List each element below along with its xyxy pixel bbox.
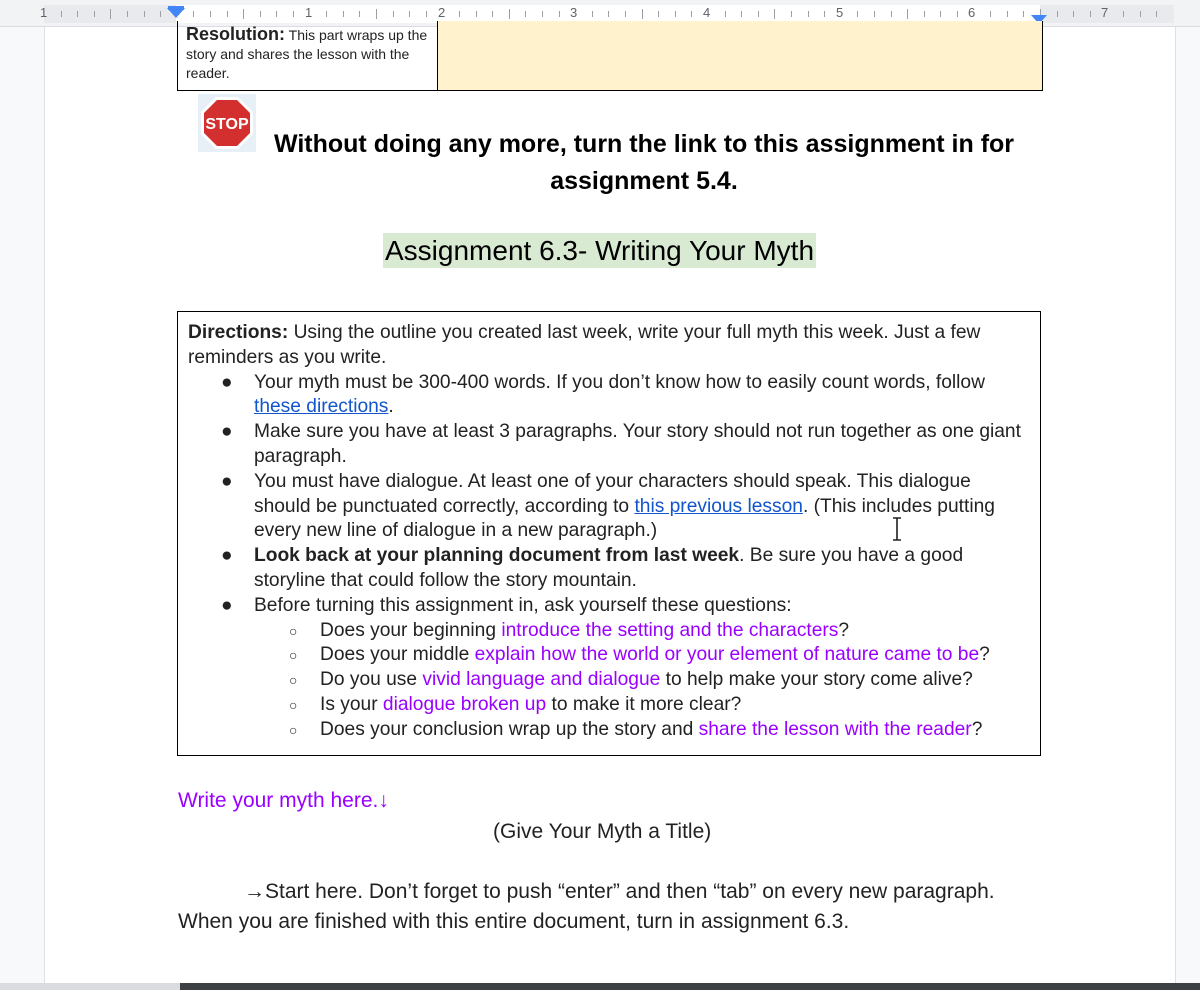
ruler-tick bbox=[459, 11, 460, 17]
question-post: ? bbox=[979, 644, 990, 666]
stop-instruction-line2: assignment 5.4. bbox=[550, 167, 738, 195]
resolution-cell[interactable] bbox=[178, 21, 438, 90]
ruler-tick bbox=[1140, 11, 1141, 17]
ruler-tick bbox=[758, 11, 759, 17]
bottom-taskbar-edge bbox=[0, 983, 1200, 990]
ruler-tick bbox=[1023, 11, 1024, 17]
question-pre: Does your middle bbox=[320, 644, 475, 666]
ruler-tick bbox=[393, 11, 394, 17]
stop-instruction-line1: Without doing any more, turn the link to this assignment in for bbox=[273, 130, 1015, 158]
ruler-tick bbox=[343, 11, 344, 17]
myth-title-placeholder[interactable]: (Give Your Myth a Title) bbox=[493, 820, 712, 843]
bullet-icon: ● bbox=[221, 594, 233, 616]
ruler-tick bbox=[359, 11, 360, 17]
question-item bbox=[188, 718, 1030, 743]
question-pre: Does your beginning bbox=[320, 619, 502, 641]
question-highlight: explain how the world or your element of nature came to be bbox=[474, 644, 980, 666]
ruler-tick bbox=[210, 11, 211, 17]
write-myth-prompt: Write your myth here.↓ bbox=[178, 789, 389, 812]
question-post: to make it more clear? bbox=[546, 693, 742, 715]
ruler-number: 1 bbox=[40, 5, 48, 20]
ruler-tick bbox=[1156, 11, 1157, 17]
ruler-tick bbox=[791, 11, 792, 17]
ruler-tick bbox=[907, 9, 908, 19]
ruler-tick bbox=[940, 11, 941, 17]
circle-bullet-icon: ○ bbox=[289, 647, 298, 664]
myth-body-placeholder[interactable] bbox=[178, 877, 1048, 937]
ruler-tick bbox=[127, 11, 128, 17]
directions-box[interactable] bbox=[177, 311, 1041, 756]
left-indent-marker[interactable] bbox=[167, 8, 185, 18]
ruler-tick bbox=[1123, 11, 1124, 17]
question-highlight: introduce the setting and the characters bbox=[501, 619, 839, 641]
ruler-tick bbox=[409, 11, 410, 17]
ruler-tick bbox=[625, 11, 626, 17]
ruler-tick bbox=[725, 11, 726, 17]
circle-bullet-icon: ○ bbox=[289, 696, 298, 713]
ruler-tick bbox=[642, 9, 643, 19]
ruler-tick bbox=[110, 9, 111, 19]
start-here-line2: When you are finished with this entire document, turn in assignment 6.3. bbox=[178, 910, 850, 933]
question-highlight: vivid language and dialogue bbox=[422, 669, 661, 691]
start-here-line1: →Start here. Don’t forget to push “enter” and then “tab” on every new paragraph. bbox=[244, 880, 995, 903]
bullet-icon: ● bbox=[221, 470, 233, 492]
ruler-tick bbox=[227, 11, 228, 17]
ruler-number: 4 bbox=[703, 5, 711, 20]
circle-bullet-icon: ○ bbox=[289, 672, 298, 689]
ruler-tick bbox=[957, 11, 958, 17]
question-item bbox=[188, 619, 1030, 644]
ruler-tick bbox=[1057, 11, 1058, 17]
list-item bbox=[188, 420, 1030, 470]
directions-label: Directions: bbox=[188, 322, 289, 343]
directions-intro bbox=[188, 321, 1030, 371]
ruler-tick bbox=[741, 11, 742, 17]
ruler-tick bbox=[243, 9, 244, 19]
ruler-tick bbox=[193, 11, 194, 17]
question-highlight: share the lesson with the reader bbox=[698, 718, 972, 740]
ruler-tick bbox=[608, 11, 609, 17]
ruler-tick bbox=[525, 11, 526, 17]
ruler-tick bbox=[658, 11, 659, 17]
bullet-text-end: . bbox=[388, 396, 394, 418]
ruler-number: 3 bbox=[570, 5, 578, 20]
ruler-number: 7 bbox=[1101, 5, 1109, 20]
circle-bullet-icon: ○ bbox=[289, 622, 298, 639]
question-item bbox=[188, 693, 1030, 718]
ruler-tick bbox=[824, 11, 825, 17]
ruler-tick bbox=[426, 11, 427, 17]
list-item bbox=[188, 594, 1030, 619]
question-post: ? bbox=[971, 718, 983, 740]
ruler-tick bbox=[559, 11, 560, 17]
circle-bullet-icon: ○ bbox=[289, 721, 298, 738]
bullet-icon: ● bbox=[221, 545, 233, 567]
question-item bbox=[188, 643, 1030, 668]
taskbar-dark-region bbox=[180, 983, 1200, 990]
list-item bbox=[188, 371, 1030, 421]
text-cursor-icon bbox=[890, 517, 904, 541]
ruler-tick bbox=[326, 11, 327, 17]
resolution-description: This part wraps up the story and shares the lesson with the reader. bbox=[186, 27, 428, 81]
bullet-icon: ● bbox=[221, 371, 233, 393]
ruler-tick bbox=[61, 11, 62, 17]
bullet-text: Your myth must be 300-400 words. If you don’t know how to easily count words, follow bbox=[254, 371, 985, 393]
ruler-tick bbox=[857, 11, 858, 17]
bullet-text: Before turning this assignment in, ask yourself these questions: bbox=[254, 594, 792, 616]
resolution-label: Resolution: bbox=[186, 24, 285, 44]
bullet-text: Make sure you have at least 3 paragraphs. Your story should not run together as one giant paragraph. bbox=[254, 421, 1021, 467]
resolution-answer-cell[interactable] bbox=[438, 21, 1042, 90]
ruler-tick bbox=[476, 11, 477, 17]
ruler-tick bbox=[1073, 11, 1074, 17]
ruler-tick bbox=[774, 9, 775, 19]
ruler-tick bbox=[592, 11, 593, 17]
ruler-tick bbox=[77, 11, 78, 17]
bullet-text: You must have dialogue. At least one of your characters should speak. This dialogue should be punctuated correctly, according to bbox=[254, 470, 971, 517]
bullet-bold-text: Look back at your planning document from last week bbox=[254, 545, 740, 567]
ruler-number: 2 bbox=[438, 5, 446, 20]
previous-lesson-link[interactable]: this previous lesson bbox=[634, 495, 803, 517]
question-post: to help make your story come alive? bbox=[660, 669, 973, 691]
story-mountain-table bbox=[177, 21, 1043, 91]
ruler-tick bbox=[542, 11, 543, 17]
ruler-tick bbox=[891, 11, 892, 17]
ruler-tick bbox=[144, 11, 145, 17]
question-pre: Does your conclusion wrap up the story and bbox=[320, 718, 699, 740]
ruler-tick bbox=[260, 11, 261, 17]
bullet-text: . Be sure you have a good storyline that could follow the story mountain. bbox=[254, 545, 964, 591]
ruler-tick bbox=[924, 11, 925, 17]
ruler-tick bbox=[691, 11, 692, 17]
list-item bbox=[188, 544, 1030, 594]
question-pre: Is your bbox=[320, 693, 383, 715]
these-directions-link[interactable]: these directions bbox=[254, 396, 389, 418]
question-highlight: dialogue broken up bbox=[382, 693, 547, 715]
ruler-tick bbox=[990, 11, 991, 17]
ruler-tick bbox=[1007, 11, 1008, 17]
bullet-text-end: . (This includes putting every new line of dialogue in a new paragraph.) bbox=[254, 495, 995, 542]
stop-sign-text: STOP bbox=[205, 116, 249, 133]
ruler-tick bbox=[675, 11, 676, 17]
question-item bbox=[188, 668, 1030, 693]
stop-instruction bbox=[240, 126, 1048, 200]
ruler-tick bbox=[94, 11, 95, 17]
assignment-heading: Assignment 6.3- Writing Your Myth bbox=[385, 235, 815, 266]
bullet-icon: ● bbox=[221, 421, 233, 443]
ruler-tick bbox=[376, 9, 377, 19]
directions-intro-text: Using the outline you created last week, write your full myth this week. Just a few reminders as you write. bbox=[188, 322, 981, 368]
ruler-number: 6 bbox=[968, 5, 976, 20]
ruler-tick bbox=[874, 11, 875, 17]
ruler-number: 5 bbox=[836, 5, 844, 20]
ruler-tick bbox=[808, 11, 809, 17]
question-post: ? bbox=[838, 619, 850, 641]
ruler-tick bbox=[1090, 11, 1091, 17]
ruler-tick bbox=[160, 11, 161, 17]
ruler-tick bbox=[293, 11, 294, 17]
ruler-tick bbox=[492, 11, 493, 17]
ruler-number: 1 bbox=[305, 5, 313, 20]
ruler-tick bbox=[509, 9, 510, 19]
ruler-tick bbox=[276, 11, 277, 17]
question-pre: Do you use bbox=[320, 669, 423, 691]
